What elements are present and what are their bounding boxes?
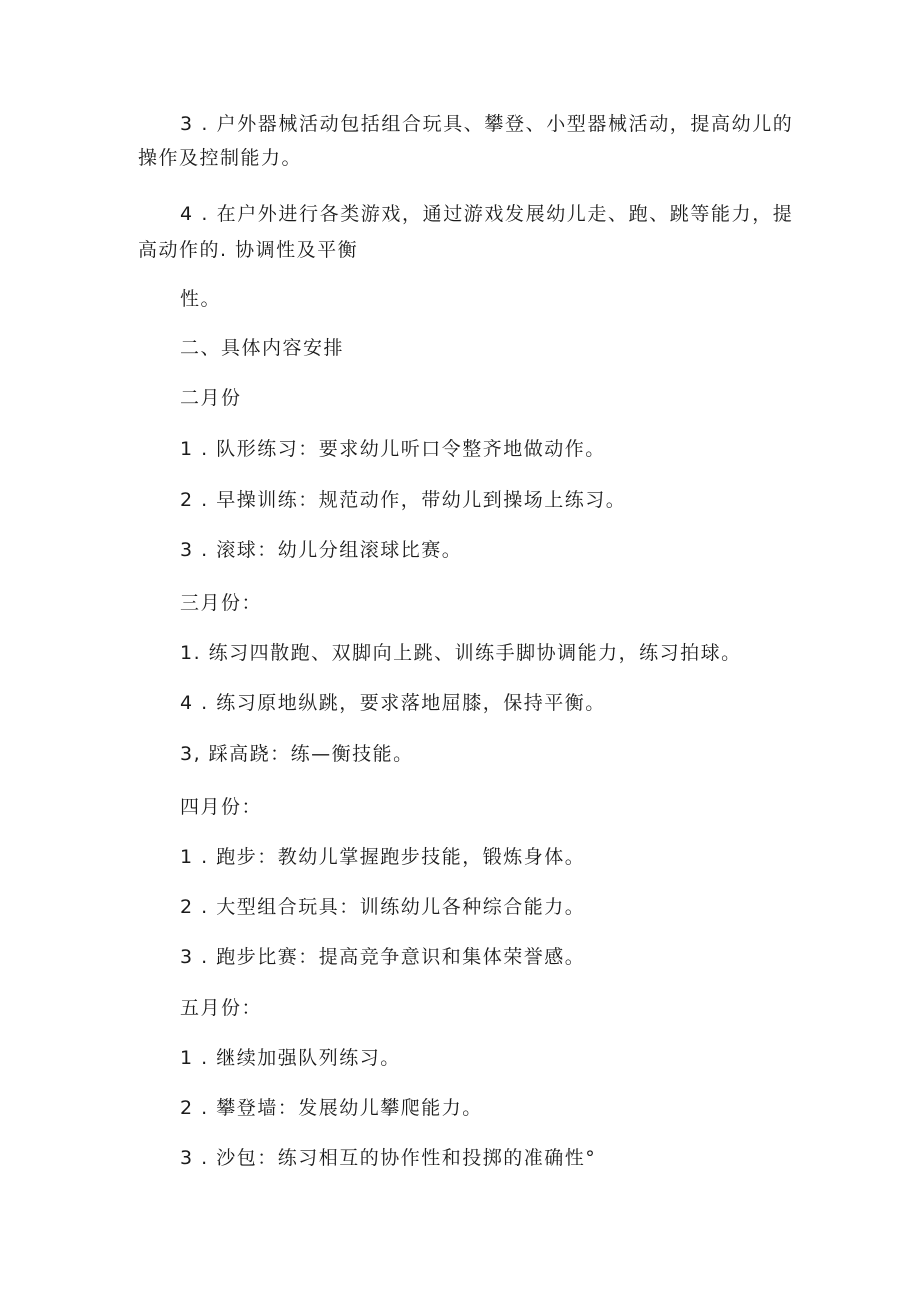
list-item: 4 . 练习原地纵跳，要求落地屈膝，保持平衡。: [180, 692, 606, 714]
month-heading: 三月份：: [180, 592, 263, 614]
paragraph-line: 性。: [180, 288, 222, 310]
list-item: 3, 踩高跷：练—衡技能。: [180, 743, 414, 765]
list-item: 3 . 滚球：幼儿分组滚球比赛。: [180, 539, 463, 561]
list-item: 3 . 沙包：练习相互的协作性和投掷的准确性°: [180, 1147, 597, 1169]
list-item: 1. 练习四散跑、双脚向上跳、训练手脚协调能力，练习拍球。: [180, 642, 742, 664]
list-item: 2 . 大型组合玩具：训练幼儿各种综合能力。: [180, 896, 586, 918]
month-heading: 二月份: [180, 387, 242, 409]
paragraph-line: 4 . 在户外进行各类游戏，通过游戏发展幼儿走、跑、跳等能力，提: [180, 203, 794, 225]
list-item: 1 . 继续加强队列练习。: [180, 1047, 401, 1069]
list-item: 2 . 攀登墙：发展幼儿攀爬能力。: [180, 1097, 483, 1119]
section-heading: 二、具体内容安排: [180, 337, 345, 359]
month-heading: 五月份：: [180, 997, 263, 1019]
paragraph-line: 3 . 户外器械活动包括组合玩具、攀登、小型器械活动，提高幼儿的: [180, 113, 794, 135]
list-item: 1 . 跑步：教幼儿掌握跑步技能，锻炼身体。: [180, 846, 586, 868]
list-item: 2 . 早操训练：规范动作，带幼儿到操场上练习。: [180, 489, 627, 511]
paragraph-line: 操作及控制能力。: [138, 147, 303, 169]
month-heading: 四月份：: [180, 796, 263, 818]
list-item: 3 . 跑步比赛：提高竞争意识和集体荣誉感。: [180, 946, 586, 968]
list-item: 1 . 队形练习：要求幼儿听口令整齐地做动作。: [180, 438, 606, 460]
paragraph-line: 高动作的. 协调性及平衡: [138, 239, 359, 261]
